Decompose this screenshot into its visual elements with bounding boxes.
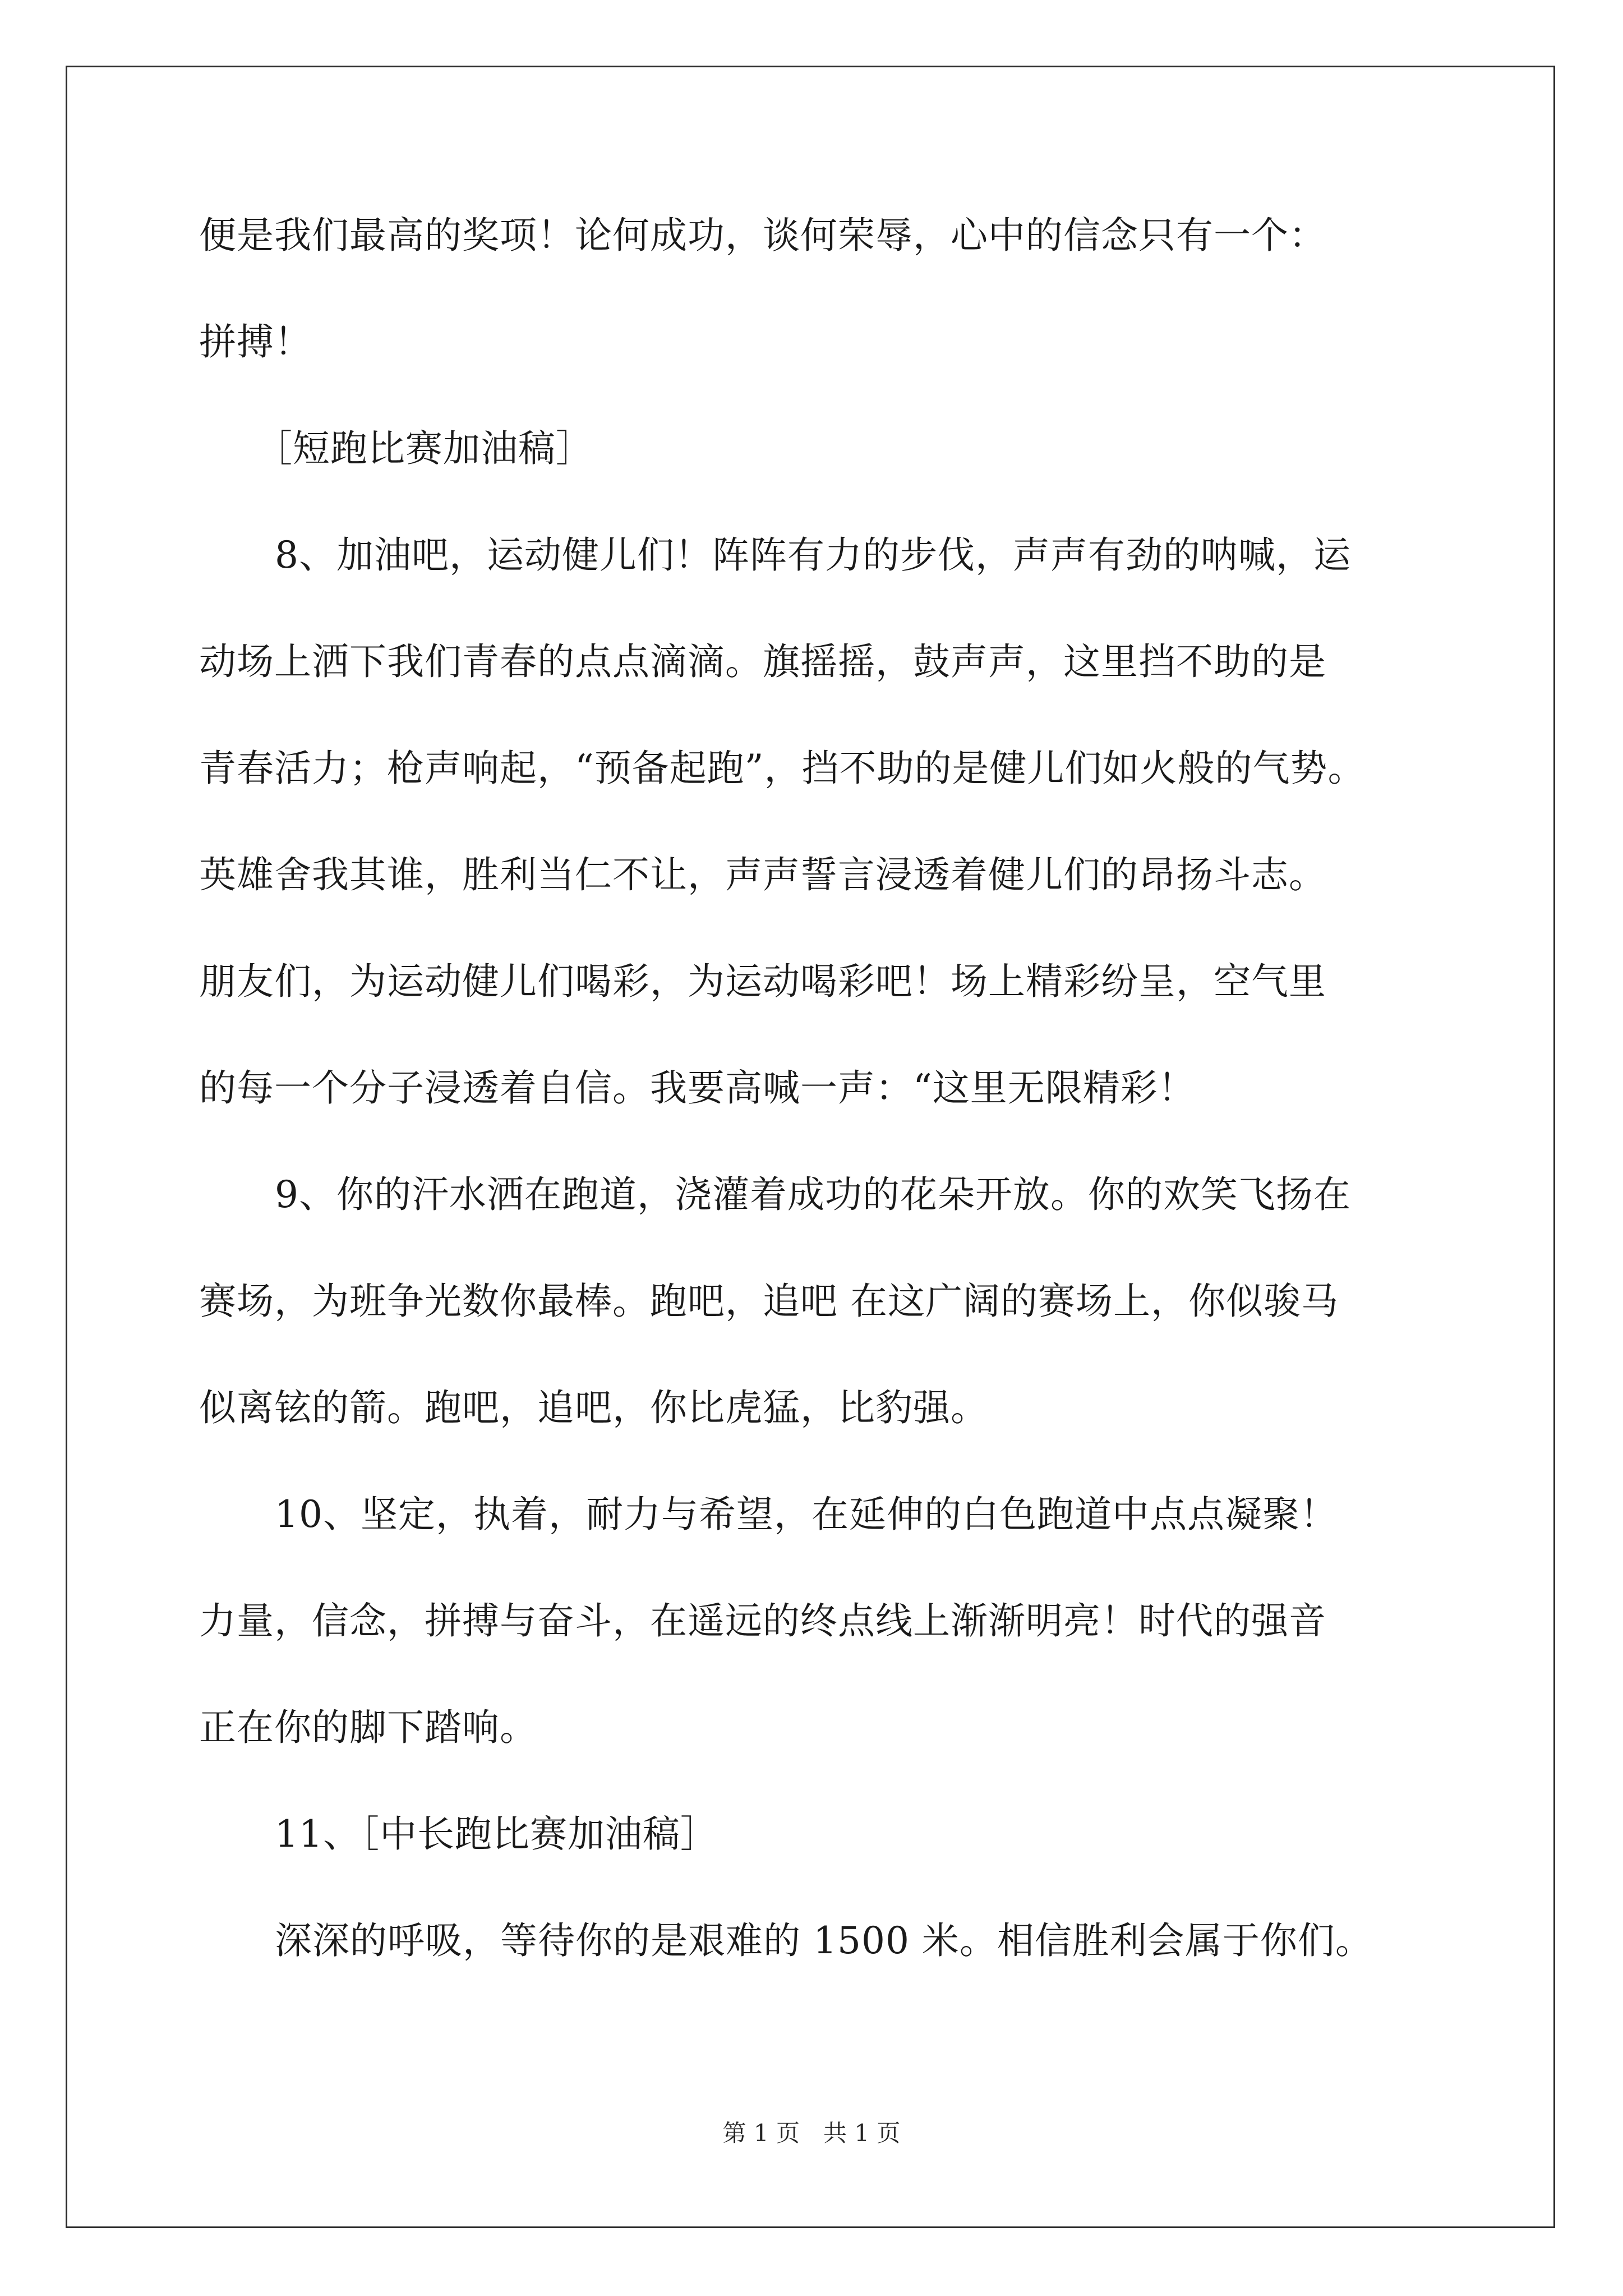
text-line: 力量，信念，拼搏与奋斗，在遥远的终点线上渐渐明亮！时代的强音: [199, 1599, 1326, 1642]
text-line: 赛场，为班争光数你最棒。跑吧，追吧 在这广阔的赛场上，你似骏马: [199, 1280, 1339, 1323]
text-line: 青春活力；枪声响起，“预备起跑”，挡不助的是健儿们如火般的气势。: [199, 747, 1366, 790]
text-line: 便是我们最高的奖项！论何成功，谈何荣辱，心中的信念只有一个：: [199, 214, 1326, 257]
text-line: 9、你的汗水洒在跑道，浇灌着成功的花朵开放。你的欢笑飞扬在: [275, 1173, 1351, 1216]
text-line: 正在你的脚下踏响。: [199, 1706, 537, 1749]
page-number-footer: 第 1 页 共 1 页: [722, 2119, 901, 2147]
text-line: 8、加油吧，运动健儿们！阵阵有力的步伐，声声有劲的呐喊，运: [275, 533, 1351, 577]
text-line: 的每一个分子浸透着自信。我要高喊一声：“这里无限精彩！: [199, 1066, 1196, 1110]
text-line: 英雄舍我其谁，胜利当仁不让，声声誓言浸透着健儿们的昂扬斗志。: [199, 853, 1326, 896]
section-heading: ［短跑比赛加油稿］: [255, 427, 593, 470]
section-heading: 11、［中长跑比赛加油稿］: [275, 1812, 718, 1856]
page-border: [66, 66, 1555, 2228]
text-line: 拼搏！: [199, 320, 312, 364]
text-line: 朋友们，为运动健儿们喝彩，为运动喝彩吧！场上精彩纷呈，空气里: [199, 960, 1326, 1003]
text-line: 深深的呼吸，等待你的是艰难的 1500 米。相信胜利会属于你们。: [275, 1919, 1373, 1962]
text-line: 10、坚定，执着，耐力与希望，在延伸的白色跑道中点点凝聚！: [275, 1493, 1338, 1536]
text-line: 动场上洒下我们青春的点点滴滴。旗摇摇，鼓声声，这里挡不助的是: [199, 640, 1326, 683]
text-line: 似离铉的箭。跑吧，追吧，你比虎猛，比豹强。: [199, 1386, 988, 1429]
